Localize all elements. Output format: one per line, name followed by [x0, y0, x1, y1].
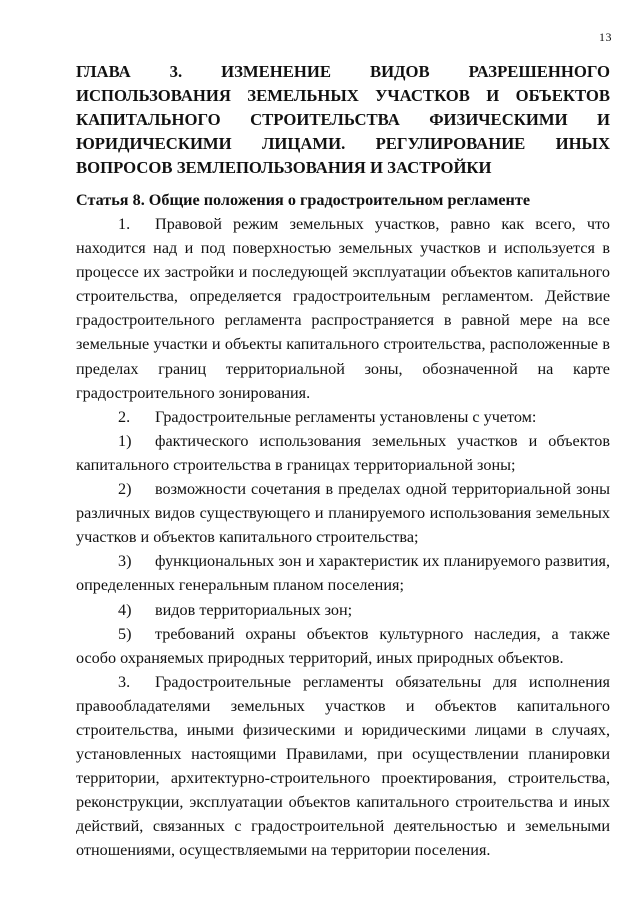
item-number: 3) [118, 552, 132, 571]
item-text: требований охраны объектов культурного наследия, а также особо охраняемых природных территорий, иных природных объектов. [76, 624, 610, 667]
article-paragraph-3 [76, 670, 610, 863]
chapter-heading-line-2: ИСПОЛЬЗОВАНИЯ ЗЕМЕЛЬНЫХ УЧАСТКОВ И ОБЪЕКТОВ [76, 86, 610, 105]
article-paragraph-1 [76, 212, 610, 405]
list-item-4 [76, 598, 610, 622]
chapter-heading-line-4: ЮРИДИЧЕСКИМИ ЛИЦАМИ. РЕГУЛИРОВАНИЕ ИНЫХ [76, 134, 610, 153]
item-number: 4) [118, 600, 132, 619]
chapter-heading [76, 60, 610, 180]
list-item-5 [76, 622, 610, 670]
list-item-3 [76, 549, 610, 597]
item-text: Правовой режим земельных участков, равно как всего, что находится над и под поверхностью земельных участков и используется в процессе их застройки и последующей эксплуатации объектов капитального строительства, определяется градостроительным регламентом. Действие градостроительного регламента распространяется в равной мере на все земельные участки и объекты капитального строительства, расположенные в пределах границ территориальной зоны, обозначенной на карте градостроительного зонирования. [76, 215, 610, 402]
item-text: Градостроительные регламенты обязательны для исполнения правообладателями земельных участков и объектов капитального строительства, иными физическими и юридическими лицами в случаях, установленных настоящими Правилами, при осуществлении планировки территории, архитектурно-строительного проектирования, строительства, реконструкции, эксплуатации объектов капитального строительства и иных действий, связанных с градостроительной деятельностью и земельными отношениями, осуществляемыми на территории поселения. [76, 672, 610, 860]
chapter-heading-line-1: ГЛАВА 3. ИЗМЕНЕНИЕ ВИДОВ РАЗРЕШЕННОГО [76, 62, 610, 81]
item-text: фактического использования земельных участков и объектов капитального строительства в границах территориальной зоны; [76, 431, 610, 474]
page-number: 13 [599, 30, 612, 44]
page-content [76, 60, 610, 863]
article-paragraph-2 [76, 405, 610, 429]
item-number: 2) [118, 480, 132, 499]
article-title: Статья 8. Общие положения о градостроительном регламенте [76, 191, 531, 209]
item-number: 5) [118, 624, 132, 643]
list-item-1 [76, 429, 610, 477]
item-text: видов территориальных зон; [155, 600, 353, 619]
item-text: функциональных зон и характеристик их планируемого развития, определенных генеральным планом поселения; [76, 552, 610, 595]
chapter-heading-line-5: ВОПРОСОВ ЗЕМЛЕПОЛЬЗОВАНИЯ И ЗАСТРОЙКИ [76, 158, 492, 177]
item-number: 1) [118, 431, 132, 450]
item-number: 1. [118, 215, 131, 233]
item-text: Градостроительные регламенты установлены с учетом: [155, 407, 537, 426]
item-text: возможности сочетания в пределах одной территориальной зоны различных видов существующего и планируемого использования земельных участков и объектов капитального строительства; [76, 480, 610, 547]
list-item-2 [76, 477, 610, 549]
chapter-heading-line-3: КАПИТАЛЬНОГО СТРОИТЕЛЬСТВА ФИЗИЧЕСКИМИ И [76, 110, 610, 129]
item-number: 2. [118, 407, 131, 426]
item-number: 3. [118, 672, 131, 691]
